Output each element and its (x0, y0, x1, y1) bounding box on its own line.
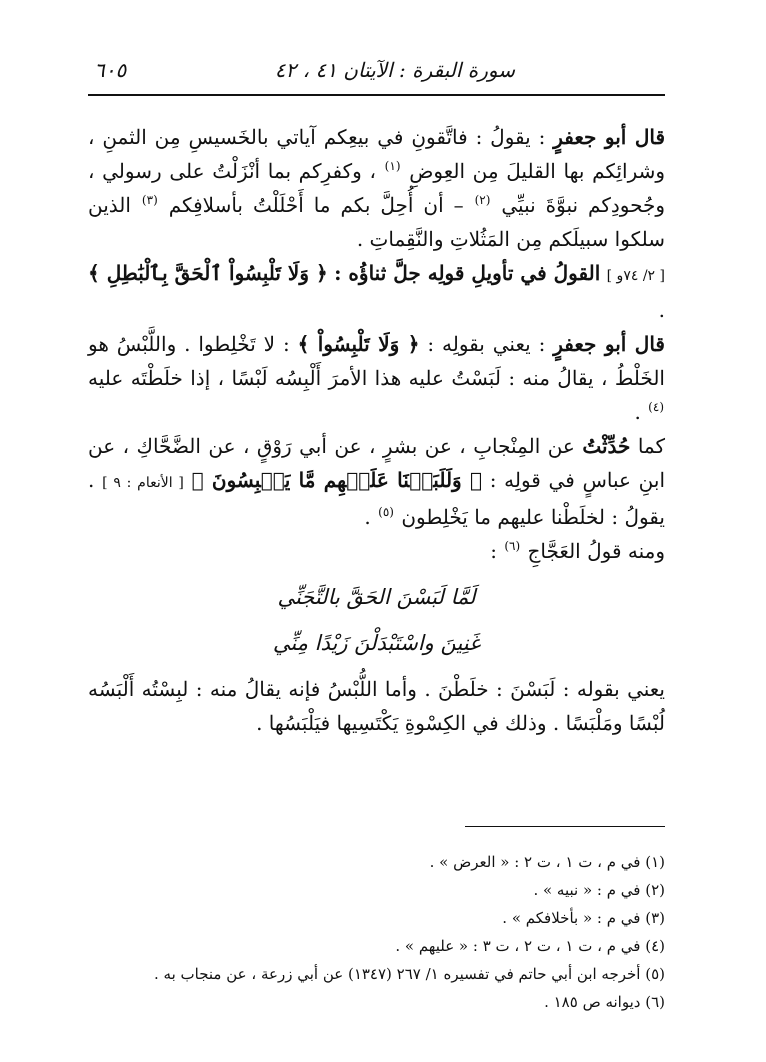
quran-verse: ﴿ وَلَا تَلْبِسُواْ ﴾ (297, 332, 420, 356)
paragraph-text: – أن أُحِلَّ بكم ما أَحْلَلْتُ بأسلافِكم (168, 193, 464, 217)
paragraph-text: ، وكفرِكم بما أنْزَلْتُ على رسولي ، وجُحودِكم نبوَّةَ نبيِّي (88, 159, 666, 217)
paragraph-text: الذين سلكوا سبيلَكم مِن المَثُلاتِ والنَّقِماتِ . (88, 193, 665, 251)
paragraph-4 (88, 429, 665, 534)
paragraph-text: ومنه قولُ العَجَّاجِ (527, 539, 665, 563)
speaker-name: قال أبو جعفرٍ (553, 125, 666, 149)
footnote-ref-6[interactable]: (٦) (504, 539, 521, 554)
footnote-6: (٦) ديوانه ص ١٨٥ . (544, 993, 665, 1011)
paragraph-text: . (658, 298, 665, 322)
footnote-ref-4[interactable]: (٤) (648, 400, 664, 415)
footnote-5: (٥) أخرجه ابن أبي حاتم في تفسيره ١/ ٢٦٧ (١٣٤٧) عن أبي زرعة ، عن منجاب به . (153, 965, 665, 983)
footnote-ref-5[interactable]: (٥) (378, 505, 394, 520)
footnote-ref-2[interactable]: (٢) (474, 193, 491, 208)
paragraph-text: كما (637, 434, 666, 458)
manuscript-ref: [ ٢/ ٧٤و ] (606, 268, 666, 284)
page-header (88, 52, 665, 96)
speaker-name: قال أبو جعفرٍ (553, 332, 665, 356)
footnote-rule (465, 826, 665, 827)
paragraph-text: . (634, 400, 641, 424)
paragraph-text: : لا تَخْلِطوا . واللَّبْسُ هو الخَلْطُ ، يقالُ منه : لَبَسْتُ عليه هذا الأمرَ أَلْبِسُه لَبْسًا ، إذا خلَطْتَه عليه (88, 332, 665, 390)
paragraph-text: . (364, 505, 371, 529)
paragraph-5 (88, 534, 665, 568)
footnote-2: (٢) في م : « نبيه » . (533, 881, 665, 899)
paragraph-3 (88, 327, 665, 429)
paragraph-text: : يعني بقولِه : (427, 332, 546, 356)
paragraph-text: : يقولُ : فاتَّقونِ في بيعِكم آياتي بالخَسيسِ مِن الثمنِ ، وشرائِكم بها القليلَ مِن العِوضِ (88, 125, 666, 183)
paragraph-1 (88, 120, 665, 256)
poetry-line-2: غَنِينَ واسْتَبْدَلْنَ زَيْدًا مِنِّي (272, 631, 481, 655)
footnote-ref-1[interactable]: (١) (384, 159, 401, 174)
paragraph-2 (88, 256, 665, 327)
page-number: ٦٠٥ (94, 58, 127, 82)
poetry-block (88, 574, 665, 666)
footnote-1: (١) في م ، ت ١ ، ت ٢ : « العرض » . (429, 853, 665, 871)
paragraph-text: عن المِنْجابِ ، عن بشرٍ ، عن أبي رَوْقٍ ، عن الضَّحَّاكِ ، عن ابنِ عباسٍ في قولِه : (88, 434, 665, 492)
quran-verse: ﴿ وَلَا تَلْبِسُواْ ٱلْحَقَّ بِٱلْبَٰطِلِ ﴾ (88, 261, 328, 285)
poetry-line-1: لَمَّا لَبَسْنَ الحَقَّ بالتَّجَنِّي (277, 585, 476, 609)
section-heading: القولُ في تأويلِ قولِه جلَّ ثناؤُه : (334, 261, 601, 285)
paragraph-text: : (490, 539, 497, 563)
paragraph-text: . يقولُ : لخلَطْنا عليهم ما يَخْلِطون (88, 468, 665, 529)
footnote-4: (٤) في م ، ت ١ ، ت ٢ ، ت ٣ : « عليهم » . (395, 937, 665, 955)
verse-citation: [ الأنعام : ٩ ] (102, 475, 184, 491)
footnote-ref-3[interactable]: (٣) (141, 193, 158, 208)
footnote-3: (٣) في م : « بأخلافكم » . (502, 909, 665, 927)
footnotes (88, 848, 665, 1016)
header-rule (88, 94, 665, 96)
quran-verse: ﴿ وَلَلَبَسۡنَا عَلَيۡهِم مَّا يَلۡبِسُونَ ﴾ (191, 468, 482, 492)
narration-term: حُدِّثْتُ (582, 434, 631, 458)
paragraph-text: يعني بقوله : لَبَسْنَ : خلَطْنَ . وأما اللُّبْسُ فإنه يقالُ منه : لبِسْتُه أَلْبَسُه لُبْسًا ومَلْبَسًا . وذلك في الكِسْوةِ يَكْتَسِيها فيَلْبَسُها . (88, 677, 665, 735)
paragraph-6 (88, 672, 665, 740)
running-title: سورة البقرة : الآيتان ٤١ ، ٤٢ (274, 58, 515, 82)
main-text (88, 120, 665, 740)
